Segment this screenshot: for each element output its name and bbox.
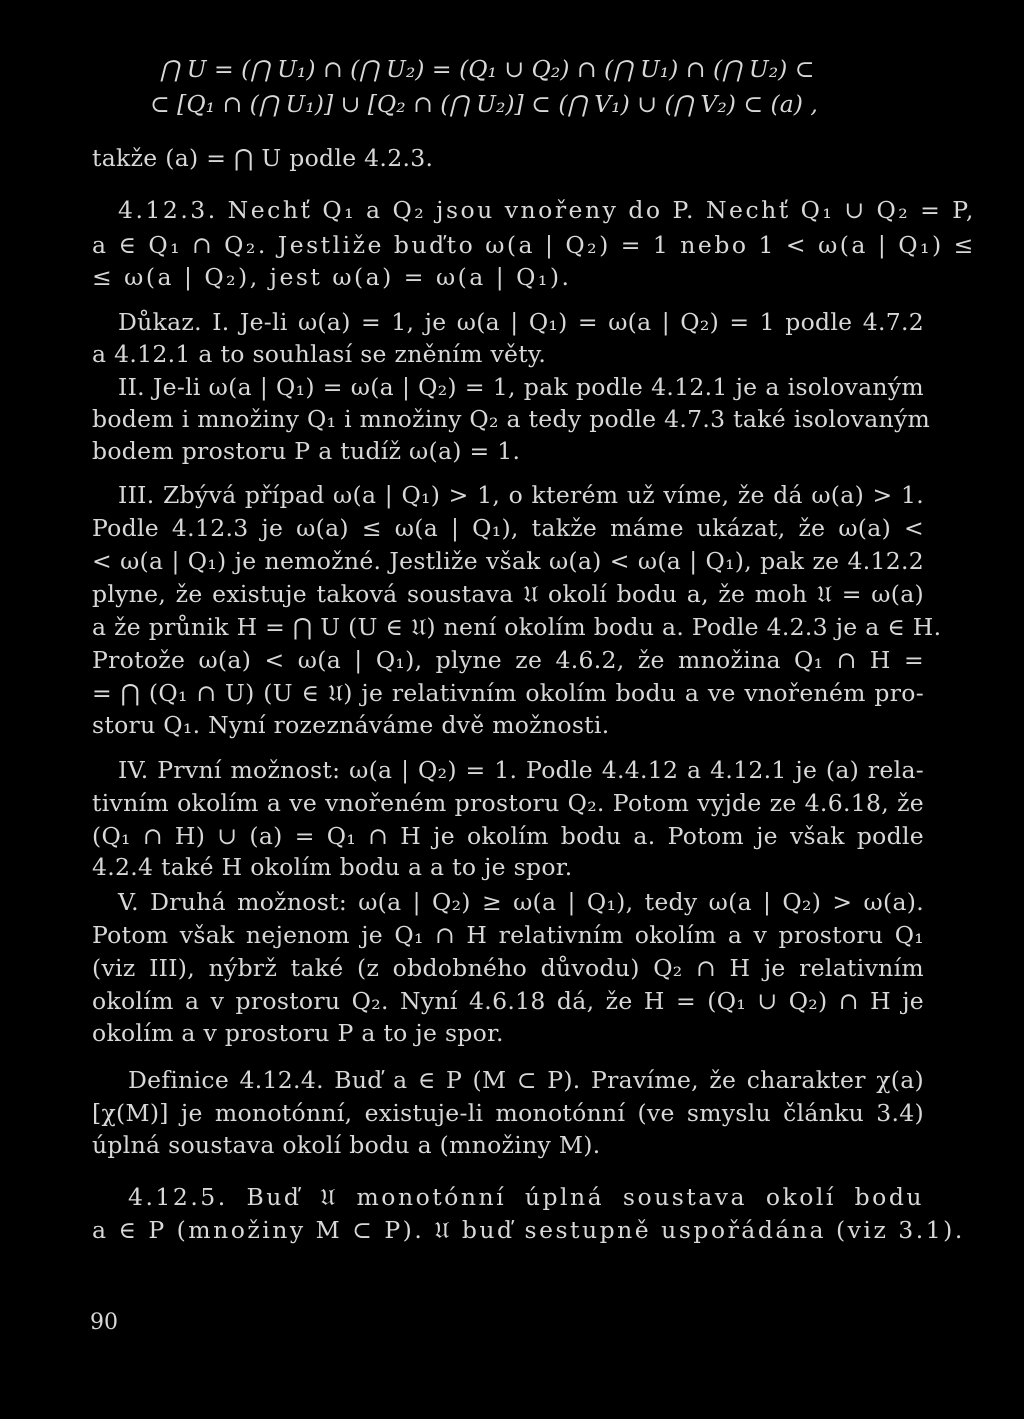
page-number: 90 xyxy=(90,1310,118,1335)
proof-line: a 4.12.1 a to souhlasí se zněním věty. xyxy=(92,340,547,368)
display-equation-line-2: ⊂ [Q₁ ∩ (⋂ U₁)] ∪ [Q₂ ∩ (⋂ U₂)] ⊂ (⋂ V₁) ∪ (⋂ V₂) ⊂ (a) , xyxy=(150,90,818,118)
proof-line: storu Q₁. Nyní rozeznáváme dvě možnosti. xyxy=(92,711,610,739)
proof-line: okolím a v prostoru Q₂. Nyní 4.6.18 dá, že H = (Q₁ ∪ Q₂) ∩ H je xyxy=(92,987,924,1015)
proof-line: II. Je-li ω(a | Q₁) = ω(a | Q₂) = 1, pak podle 4.12.1 je a isolovaným xyxy=(118,373,924,401)
theorem-line: a ∈ Q₁ ∩ Q₂. Jestliže buďto ω(a | Q₂) = 1 nebo 1 < ω(a | Q₁) ≤ xyxy=(92,231,976,259)
display-equation-line-1: ⋂ U = (⋂ U₁) ∩ (⋂ U₂) = (Q₁ ∪ Q₂) ∩ (⋂ U₁) ∩ (⋂ U₂) ⊂ xyxy=(160,55,815,83)
proof-line: plyne, že existuje taková soustava 𝔘 okolí bodu a, že moh 𝔘 = ω(a) xyxy=(92,580,924,608)
statement-line: a ∈ P (množiny M ⊂ P). 𝔘 buď sestupně uspořádána (viz 3.1). xyxy=(92,1216,965,1244)
proof-line: Protože ω(a) < ω(a | Q₁), plyne ze 4.6.2, že množina Q₁ ∩ H = xyxy=(92,646,924,674)
proof-line: okolím a v prostoru P a to je spor. xyxy=(92,1019,504,1047)
proof-line: Potom však nejenom je Q₁ ∩ H relativním okolím a v prostoru Q₁ xyxy=(92,921,924,949)
proof-line: = ⋂ (Q₁ ∩ U) (U ∈ 𝔘) je relativním okolím bodu a ve vnořeném pro- xyxy=(92,679,924,707)
text-line: takže (a) = ⋂ U podle 4.2.3. xyxy=(92,144,434,172)
proof-line: V. Druhá možnost: ω(a | Q₂) ≥ ω(a | Q₁), tedy ω(a | Q₂) > ω(a). xyxy=(118,888,924,916)
proof-line: tivním okolím a ve vnořeném prostoru Q₂. Potom vyjde ze 4.6.18, že xyxy=(92,789,924,817)
proof-line: (Q₁ ∩ H) ∪ (a) = Q₁ ∩ H je okolím bodu a. Potom je však podle xyxy=(92,822,924,850)
definition-line: Definice 4.12.4. Buď a ∈ P (M ⊂ P). Pravíme, že charakter χ(a) xyxy=(128,1066,924,1094)
proof-line: Důkaz. I. Je-li ω(a) = 1, je ω(a | Q₁) = ω(a | Q₂) = 1 podle 4.7.2 xyxy=(118,308,924,336)
theorem-line: ≤ ω(a | Q₂), jest ω(a) = ω(a | Q₁). xyxy=(92,263,572,291)
proof-line: IV. První možnost: ω(a | Q₂) = 1. Podle 4.4.12 a 4.12.1 je (a) rela- xyxy=(118,756,924,784)
proof-line: Podle 4.12.3 je ω(a) ≤ ω(a | Q₁), takže máme ukázat, že ω(a) < xyxy=(92,514,924,542)
proof-line: bodem i množiny Q₁ i množiny Q₂ a tedy podle 4.7.3 také isolovaným xyxy=(92,405,931,433)
theorem-heading-line: 4.12.3. Nechť Q₁ a Q₂ jsou vnořeny do P. Nechť Q₁ ∪ Q₂ = P, xyxy=(118,196,976,224)
definition-line: úplná soustava okolí bodu a (množiny M). xyxy=(92,1131,601,1159)
proof-line: a že průnik H = ⋂ U (U ∈ 𝔘) není okolím bodu a. Podle 4.2.3 je a ∈ H. xyxy=(92,613,942,641)
statement-line: 4.12.5. Buď 𝔘 monotónní úplná soustava okolí bodu xyxy=(128,1183,924,1211)
definition-line: [χ(M)] je monotónní, existuje-li monotónní (ve smyslu článku 3.4) xyxy=(92,1099,924,1127)
proof-line: < ω(a | Q₁) je nemožné. Jestliže však ω(a) < ω(a | Q₁), pak ze 4.12.2 xyxy=(92,547,924,575)
proof-line: 4.2.4 také H okolím bodu a a to je spor. xyxy=(92,853,573,881)
proof-line: III. Zbývá případ ω(a | Q₁) > 1, o kterém už víme, že dá ω(a) > 1. xyxy=(118,481,924,509)
proof-line: bodem prostoru P a tudíž ω(a) = 1. xyxy=(92,437,521,465)
proof-line: (viz III), nýbrž také (z obdobného důvodu) Q₂ ∩ H je relativním xyxy=(92,954,924,982)
